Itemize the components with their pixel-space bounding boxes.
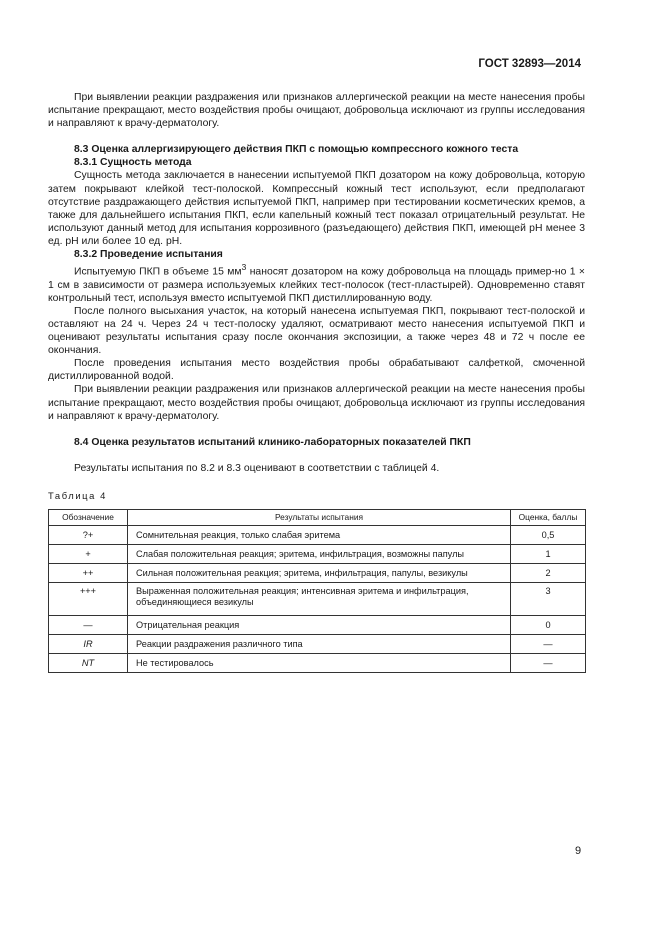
table-cell-code: NT	[49, 654, 128, 673]
paragraph: После полного высыхания участок, на который нанесена испытуемая ПКП, покрывают тест-полоской и оставляют на 24 ч. Через 24 ч тест-полоску удаляют, осматривают место нанесения испытуемой ПКП и оценивают результаты испытания сразу после окончания экспозиции, а также через 48 и 72 ч после ее окончания.	[48, 305, 585, 357]
results-table	[48, 509, 586, 673]
subsection-heading-8-3-2: 8.3.2 Проведение испытания	[74, 249, 223, 261]
document-standard-number: ГОСТ 32893—2014	[478, 58, 581, 70]
table-cell-result: Слабая положительная реакция; эритема, инфильтрация, возможны папулы	[128, 545, 511, 564]
page-number: 9	[575, 845, 582, 857]
paragraph-text: Испытуемую ПКП в объеме 15 мм	[74, 266, 242, 278]
table-cell-result: Отрицательная реакция	[128, 616, 511, 635]
document-body	[48, 91, 585, 673]
table-cell-code: +	[49, 545, 128, 564]
paragraph: При выявлении реакции раздражения или признаков аллергической реакции на месте нанесения пробы испытание прекращают, место воздействия пробы очищают, добровольца исключают из группы исследования и направляют к врачу-дерматологу.	[48, 92, 585, 130]
table-row	[49, 654, 586, 673]
paragraph: После проведения испытания место воздействия пробы обрабатывают салфеткой, смоченной дистиллированной водой.	[48, 358, 585, 383]
table-cell-score: —	[511, 654, 586, 673]
superscript: 3	[241, 262, 247, 273]
table-cell-code: +++	[49, 583, 128, 616]
table-row	[49, 526, 586, 545]
table-cell-score: 0	[511, 616, 586, 635]
table-cell-code: IR	[49, 635, 128, 654]
paragraph: Сущность метода заключается в нанесении испытуемой ПКП дозатором на кожу добровольца, которую затем покрывают клейкой тест-полоской. Компрессный кожный тест используют, если предполагают отсутствие раздражающего действия испытуемой ПКП, например при тестировании косметических кремов, а также для дальнейшего испытания ПКП, если капельный кожный тест показал отрицательный результат. Не используют данный метод для испытания коррозивного (разъедающего) действия ПКП, имеющей pH менее 3 ед. pH или более 10 ед. pH.	[48, 170, 585, 247]
paragraph: Результаты испытания по 8.2 и 8.3 оценивают в соответствии с таблицей 4.	[74, 462, 440, 474]
column-header-code: Обозначение	[49, 510, 128, 526]
table-cell-score: 3	[511, 583, 586, 616]
table-cell-result: Сильная положительная реакция; эритема, инфильтрация, папулы, везикулы	[128, 564, 511, 583]
table-cell-score: 0,5	[511, 526, 586, 545]
table-cell-result: Не тестировалось	[128, 654, 511, 673]
table-cell-result: Выраженная положительная реакция; интенсивная эритема и инфильтрация, объединяющиеся везикулы	[128, 583, 511, 616]
table-row	[49, 583, 586, 616]
section-heading-8-4: 8.4 Оценка результатов испытаний клинико-лабораторных показателей ПКП	[74, 436, 471, 448]
column-header-score: Оценка, баллы	[511, 510, 586, 526]
table-row	[49, 616, 586, 635]
table-cell-code: —	[49, 616, 128, 635]
column-header-result: Результаты испытания	[128, 510, 511, 526]
table-cell-score: —	[511, 635, 586, 654]
table-row	[49, 545, 586, 564]
table-cell-result: Сомнительная реакция, только слабая эритема	[128, 526, 511, 545]
table-header-row	[49, 510, 586, 526]
table-row	[49, 564, 586, 583]
paragraph-text: наносят дозатором на кожу добровольца на площадь пример-но 1 × 1 см в зависимости от размера используемых клейких тест-полосок (тест-пластырей). Одновременно ставят контрольный тест, используя вместо испытуемой ПКП дистиллированную воду.	[48, 266, 585, 304]
paragraph	[48, 261, 585, 305]
table-cell-score: 2	[511, 564, 586, 583]
table-cell-code: ?+	[49, 526, 128, 545]
table-cell-result: Реакции раздражения различного типа	[128, 635, 511, 654]
table-caption: Таблица 4	[48, 489, 107, 501]
paragraph: При выявлении реакции раздражения или признаков аллергической реакции на месте нанесения пробы испытание прекращают, место воздействия пробы очищают, добровольца исключают из группы исследования и направляют к врачу-дерматологу.	[48, 384, 585, 422]
section-heading-8-3: 8.3 Оценка аллергизирующего действия ПКП с помощью компрессного кожного теста	[74, 144, 519, 156]
table-cell-score: 1	[511, 545, 586, 564]
subsection-heading-8-3-1: 8.3.1 Сущность метода	[74, 157, 192, 169]
table-cell-code: ++	[49, 564, 128, 583]
table-row	[49, 635, 586, 654]
